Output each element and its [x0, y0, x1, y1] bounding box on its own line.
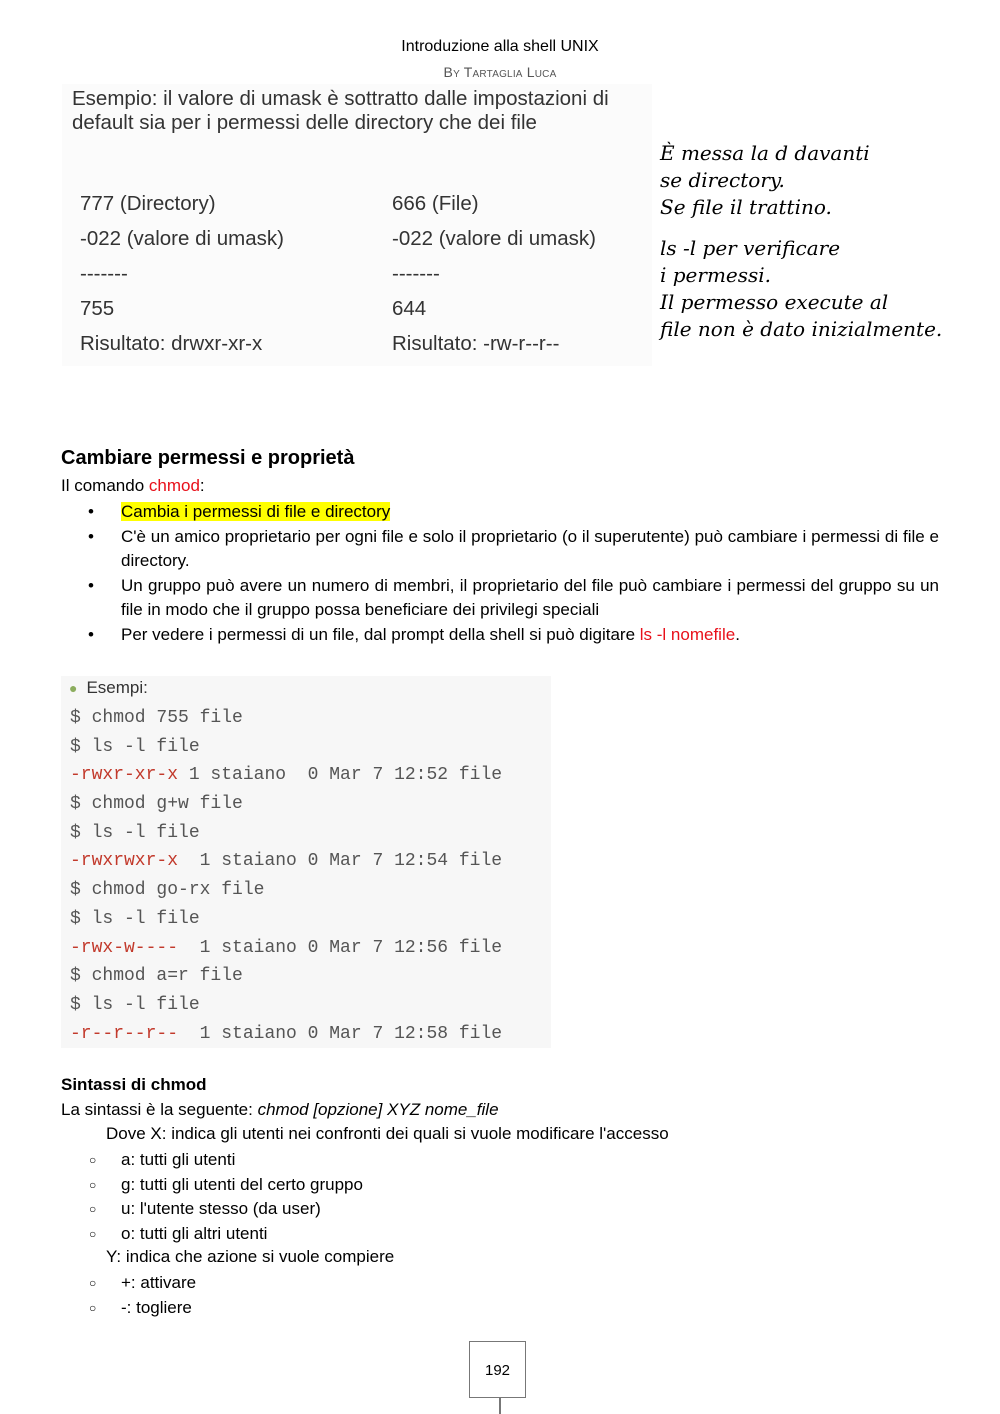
- code-line: [70, 733, 502, 762]
- umask-file-line: -------: [392, 262, 440, 285]
- code-line: [70, 934, 502, 963]
- umask-file-line: -022 (valore di umask): [392, 227, 596, 250]
- y-option-item: ○ -: togliere: [61, 1296, 196, 1321]
- bullet-item: • C'è un amico proprietario per ogni file e solo il proprietario (o il superutente) può cambiare i permessi di file e directory.: [61, 525, 939, 574]
- handwritten-note-line: ls -l per verificare: [660, 236, 841, 260]
- bullet-item: [61, 500, 939, 525]
- bullet-text: Per vedere i permessi di un file, dal prompt della shell si può digitare: [121, 624, 640, 644]
- code-text: 1 staiano 0 Mar 7 12:58 file: [178, 1023, 503, 1044]
- code-text: $ ls -l file: [70, 908, 200, 929]
- chmod-examples-slide: [61, 676, 551, 1048]
- page-number-tick: [499, 1398, 501, 1414]
- y-description: Y: indica che azione si vuole compiere: [106, 1247, 395, 1266]
- handwritten-note-line: file non è dato inizialmente.: [660, 317, 943, 341]
- code-text: 1 staiano 0 Mar 7 12:52 file: [178, 765, 503, 786]
- code-line: [70, 962, 502, 991]
- permission-string: -rwxr-xr-x: [70, 765, 179, 786]
- x-option-item: ○ o: tutti gli altri utenti: [61, 1222, 363, 1247]
- permission-string: -rwx-w----: [70, 937, 179, 958]
- code-text: $ chmod a=r file: [70, 966, 243, 987]
- umask-directory-line: Risultato: drwxr-xr-x: [80, 332, 263, 355]
- umask-directory-line: 777 (Directory): [80, 192, 216, 215]
- chmod-intro-text: Il comando: [61, 476, 149, 495]
- umask-file-line: 666 (File): [392, 192, 479, 215]
- code-text: $ chmod go-rx file: [70, 880, 265, 901]
- chmod-intro: [61, 476, 205, 496]
- umask-file-line: Risultato: -rw-r--r--: [392, 332, 560, 355]
- x-options-list: [61, 1148, 363, 1246]
- umask-file-column: [392, 190, 596, 365]
- code-text: $ ls -l file: [70, 736, 200, 757]
- code-text: $ chmod 755 file: [70, 708, 243, 728]
- code-line: [70, 905, 502, 934]
- bullet-end: .: [735, 624, 740, 644]
- handwritten-note-line: i permessi.: [660, 263, 772, 287]
- bullet-dot-icon: ●: [69, 680, 78, 696]
- permission-string: -r--r--r--: [70, 1023, 179, 1044]
- code-line: [70, 1020, 502, 1049]
- examples-label: [69, 678, 148, 698]
- y-options-list: [61, 1271, 196, 1320]
- code-line: [70, 876, 502, 905]
- handwritten-note: [660, 140, 960, 343]
- umask-example-intro: Esempio: il valore di umask è sottratto dalle impostazioni di default sia per i permessi delle directory che dei file: [72, 87, 609, 134]
- umask-directory-line: -------: [80, 262, 128, 285]
- umask-example-slide: [62, 84, 652, 366]
- code-line: [70, 991, 502, 1020]
- code-line: [70, 847, 502, 876]
- code-text: $ ls -l file: [70, 822, 200, 843]
- chmod-bullet-list: [61, 500, 939, 648]
- ls-command: ls -l nomefile: [639, 624, 736, 644]
- umask-directory-column: [80, 190, 284, 365]
- section-title: Cambiare permessi e proprietà: [61, 447, 355, 469]
- examples-label-text: Esempi:: [86, 678, 148, 697]
- code-text: 1 staiano 0 Mar 7 12:54 file: [178, 851, 503, 872]
- syntax-line: [61, 1100, 499, 1120]
- code-text: $ ls -l file: [70, 994, 200, 1015]
- x-option-item: ○ a: tutti gli utenti: [61, 1148, 363, 1173]
- handwritten-note-line: Se file il trattino.: [660, 195, 832, 219]
- y-option-item: ○ +: attivare: [61, 1271, 196, 1296]
- syntax-command: chmod [opzione] XYZ nome_file: [257, 1100, 499, 1119]
- umask-directory-line: 755: [80, 297, 115, 320]
- code-text: 1 staiano 0 Mar 7 12:56 file: [178, 937, 503, 958]
- chmod-command: chmod: [148, 476, 200, 495]
- page-header-author: By Tartaglia Luca: [443, 64, 557, 80]
- handwritten-note-line: Il permesso execute al: [660, 290, 889, 314]
- code-line: [70, 704, 502, 733]
- code-line: [70, 761, 502, 790]
- umask-directory-line: -022 (valore di umask): [80, 227, 284, 250]
- handwritten-note-line: È messa la d davanti: [660, 141, 870, 165]
- syntax-title: Sintassi di chmod: [61, 1075, 207, 1094]
- highlighted-text: Cambia i permessi di file e directory: [121, 502, 391, 521]
- handwritten-note-line: se directory.: [660, 168, 785, 192]
- code-line: [70, 790, 502, 819]
- permission-string: -rwxrwxr-x: [70, 851, 179, 872]
- x-option-item: ○ u: l'utente stesso (da user): [61, 1197, 363, 1222]
- syntax-line-prefix: La sintassi è la seguente:: [61, 1100, 258, 1119]
- page-number: 192: [469, 1341, 526, 1398]
- page-header-title: Introduzione alla shell UNIX: [401, 38, 599, 55]
- bullet-item: • Un gruppo può avere un numero di membri, il proprietario del file può cambiare i permessi del gruppo su un file in modo che il gruppo possa beneficiare dei privilegi speciali: [61, 574, 939, 623]
- x-description: Dove X: indica gli utenti nei confronti dei quali si vuole modificare l'accesso: [106, 1124, 669, 1143]
- bullet-item: [61, 623, 939, 648]
- code-lines: [70, 704, 502, 1048]
- umask-file-line: 644: [392, 297, 427, 320]
- code-text: $ chmod g+w file: [70, 794, 243, 815]
- x-option-item: ○ g: tutti gli utenti del certo gruppo: [61, 1173, 363, 1198]
- chmod-intro-colon: :: [199, 476, 205, 495]
- code-line: [70, 819, 502, 848]
